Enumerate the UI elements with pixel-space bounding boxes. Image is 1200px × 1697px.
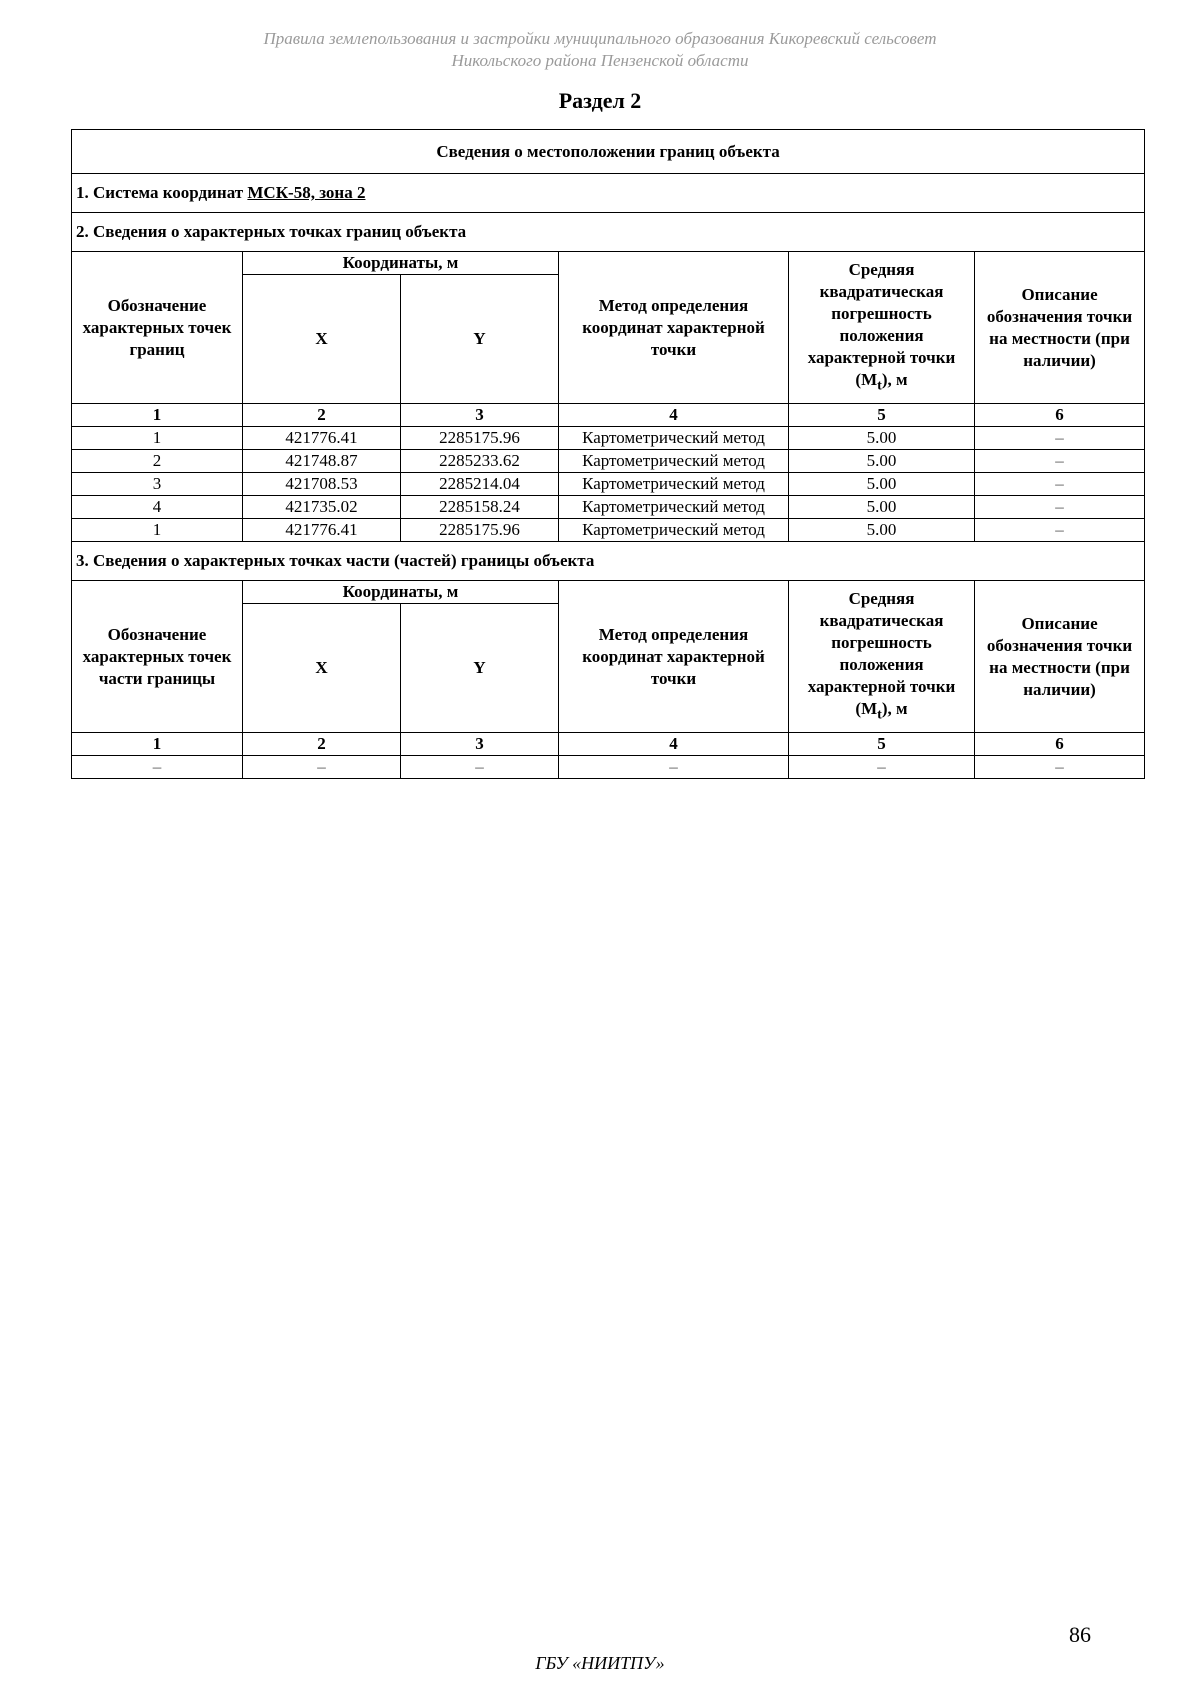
header-method: Метод определения координат характерной точки: [559, 252, 789, 404]
table-row: [72, 450, 1145, 473]
table-row: [72, 756, 1145, 779]
col-number: 5: [789, 404, 975, 427]
cell-error: 5.00: [789, 427, 975, 450]
cell-x: 421708.53: [243, 473, 401, 496]
cell-x: 421776.41: [243, 519, 401, 542]
header-error-text: Средняя квадратическая погрешность положения характерной точки (M: [807, 259, 956, 389]
cell-point: 2: [72, 450, 243, 473]
header-x: X: [243, 604, 401, 733]
table-title-row: [72, 130, 1145, 174]
col-number: 3: [401, 404, 559, 427]
header-y: Y: [401, 604, 559, 733]
cell-point: 1: [72, 519, 243, 542]
cell-y: 2285233.62: [401, 450, 559, 473]
running-header-line-2: Никольского района Пензенской области: [451, 51, 749, 70]
header-y: Y: [401, 275, 559, 404]
col-number: 4: [559, 404, 789, 427]
header-error: [789, 581, 975, 733]
cell-description: –: [975, 756, 1145, 779]
running-header: [0, 28, 1200, 72]
col-number: 1: [72, 404, 243, 427]
cell-y: 2285175.96: [401, 427, 559, 450]
cell-description: –: [975, 496, 1145, 519]
col-number: 3: [401, 733, 559, 756]
header-method: Метод определения координат характерной точки: [559, 581, 789, 733]
header-x: X: [243, 275, 401, 404]
cell-x: 421735.02: [243, 496, 401, 519]
header-designation: Обозначение характерных точек границ: [72, 252, 243, 404]
cell-x: –: [243, 756, 401, 779]
part3-title: 3. Сведения о характерных точках части (частей) границы объекта: [72, 542, 1145, 581]
part2-column-numbers-row: [72, 404, 1145, 427]
header-description: Описание обозначения точки на местности (при наличии): [975, 252, 1145, 404]
cell-error: 5.00: [789, 496, 975, 519]
footer-organization: ГБУ «НИИТПУ»: [535, 1653, 665, 1673]
cell-method: Картометрический метод: [559, 519, 789, 542]
table-row: [72, 496, 1145, 519]
cell-method: Картометрический метод: [559, 427, 789, 450]
cell-point: 4: [72, 496, 243, 519]
cell-method: Картометрический метод: [559, 496, 789, 519]
cell-error: 5.00: [789, 450, 975, 473]
part2-title: 2. Сведения о характерных точках границ объекта: [72, 213, 1145, 252]
coord-system-label: 1. Система координат: [76, 183, 248, 202]
header-error-sub: t: [877, 706, 882, 723]
cell-method: –: [559, 756, 789, 779]
coord-system-row: [72, 174, 1145, 213]
part2-title-row: [72, 213, 1145, 252]
header-designation: Обозначение характерных точек части границы: [72, 581, 243, 733]
cell-error: 5.00: [789, 519, 975, 542]
col-number: 5: [789, 733, 975, 756]
running-header-line-1: Правила землепользования и застройки муниципального образования Кикоревский сельсовет: [263, 29, 937, 48]
part3-title-row: [72, 542, 1145, 581]
cell-method: Картометрический метод: [559, 450, 789, 473]
section-title: Раздел 2: [558, 88, 642, 113]
col-number: 4: [559, 733, 789, 756]
header-coords: Координаты, м: [243, 252, 559, 275]
cell-error: –: [789, 756, 975, 779]
cell-x: 421748.87: [243, 450, 401, 473]
cell-description: –: [975, 473, 1145, 496]
page-number: 86: [1069, 1622, 1091, 1647]
table-row: [72, 473, 1145, 496]
part3-header-row: [72, 581, 1145, 604]
cell-point: –: [72, 756, 243, 779]
cell-y: 2285158.24: [401, 496, 559, 519]
cell-point: 3: [72, 473, 243, 496]
header-error-suffix: ), м: [881, 369, 908, 389]
coord-system-value: МСК-58, зона 2: [247, 183, 366, 202]
table-title: Сведения о местоположении границ объекта: [72, 130, 1145, 174]
header-error: [789, 252, 975, 404]
header-error-text: Средняя квадратическая погрешность положения характерной точки (M: [807, 588, 956, 718]
coord-system-cell: [72, 174, 1145, 213]
col-number: 2: [243, 733, 401, 756]
col-number: 6: [975, 733, 1145, 756]
cell-y: 2285214.04: [401, 473, 559, 496]
col-number: 6: [975, 404, 1145, 427]
header-coords: Координаты, м: [243, 581, 559, 604]
col-number: 1: [72, 733, 243, 756]
cell-description: –: [975, 427, 1145, 450]
cell-error: 5.00: [789, 473, 975, 496]
col-number: 2: [243, 404, 401, 427]
cell-y: 2285175.96: [401, 519, 559, 542]
part3-column-numbers-row: [72, 733, 1145, 756]
cell-y: –: [401, 756, 559, 779]
boundary-info-table: [71, 129, 1145, 779]
cell-x: 421776.41: [243, 427, 401, 450]
cell-point: 1: [72, 427, 243, 450]
cell-description: –: [975, 519, 1145, 542]
cell-description: –: [975, 450, 1145, 473]
header-error-sub: t: [877, 377, 882, 394]
header-error-suffix: ), м: [881, 698, 908, 718]
header-description: Описание обозначения точки на местности (при наличии): [975, 581, 1145, 733]
cell-method: Картометрический метод: [559, 473, 789, 496]
table-row: [72, 519, 1145, 542]
table-row: [72, 427, 1145, 450]
part2-header-row: [72, 252, 1145, 275]
